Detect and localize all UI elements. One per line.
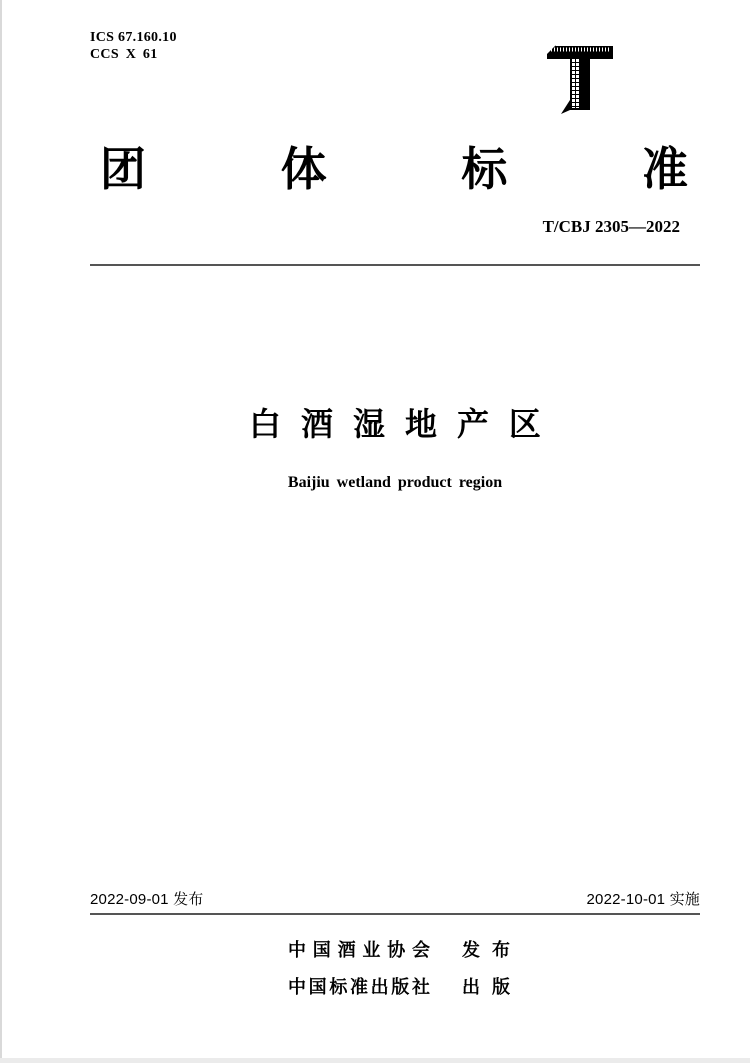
page-subtitle-english: Baijiu wetland product region bbox=[287, 474, 503, 491]
publisher-name: 中 国 酒 业 协 会 bbox=[288, 940, 430, 960]
page-left-edge-shadow bbox=[0, 0, 2, 1063]
header-divider-rule bbox=[90, 264, 700, 266]
implement-date: 2022-10-01 实施 bbox=[586, 891, 700, 908]
date-row bbox=[90, 888, 700, 909]
standard-number: T/CBJ 2305—2022 bbox=[542, 217, 680, 236]
publisher-row bbox=[288, 936, 510, 962]
publisher-action: 发 布 bbox=[462, 940, 510, 960]
issue-date: 2022-09-01 发布 bbox=[90, 891, 204, 908]
footer-divider-rule bbox=[90, 913, 700, 915]
classification-codes bbox=[90, 29, 177, 63]
publisher-action: 出 版 bbox=[462, 977, 510, 997]
ics-code: ICS 67.160.10 bbox=[90, 30, 177, 45]
publisher-name: 中 国 标 准 出 版 社 bbox=[288, 977, 430, 997]
page-bottom-edge-shadow bbox=[0, 1058, 750, 1063]
page-title: 白 酒 湿 地 产 区 bbox=[249, 406, 541, 442]
doc-type-heading: 团 体 标 准 bbox=[100, 143, 688, 195]
publishers-block bbox=[288, 936, 510, 1010]
t-square-ruler-logo-icon bbox=[547, 42, 613, 116]
publisher-row bbox=[288, 973, 510, 999]
ccs-code: CCS X 61 bbox=[90, 47, 158, 62]
